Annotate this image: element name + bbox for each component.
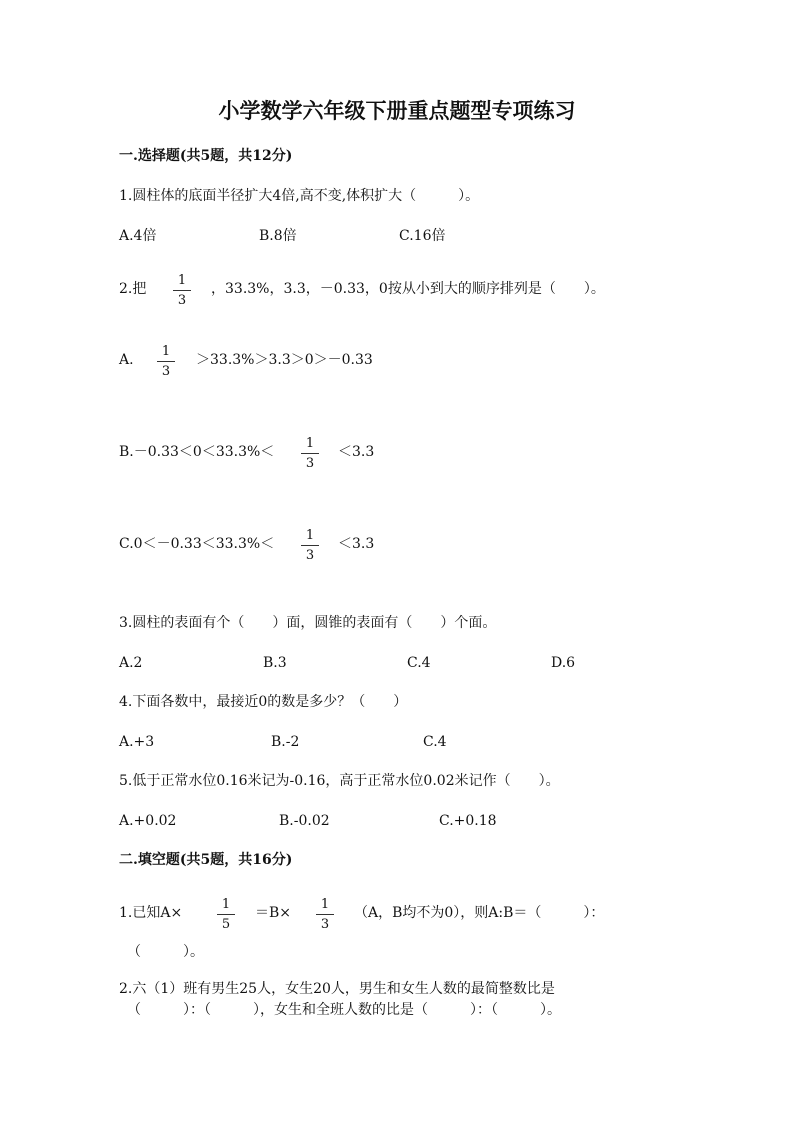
fraction-numerator: 1: [305, 436, 315, 451]
question-5-stem: 5.低于正常水位0.16米记为-0.16，高于正常水位0.02米记作（ ）。: [119, 773, 560, 789]
question-2-option-c-fraction: [301, 529, 319, 562]
question-2-option-a-label[interactable]: A.: [119, 352, 134, 368]
question-2-option-a-fraction: [157, 345, 175, 378]
fraction-denominator: 3: [305, 548, 315, 563]
fraction-bar: [316, 914, 334, 915]
fraction-denominator: 3: [161, 364, 171, 379]
fraction-bar: [217, 914, 235, 915]
fill-question-1-line2: （ ）。: [127, 944, 204, 960]
question-5-option-b[interactable]: B.-0.02: [279, 813, 330, 829]
question-2-option-b-tail: ＜3.3: [338, 444, 375, 460]
fraction-bar: [173, 290, 191, 291]
question-3-option-a[interactable]: A.2: [119, 655, 143, 671]
question-1-option-a[interactable]: A.4倍: [119, 228, 157, 244]
question-2-fraction: [173, 274, 191, 307]
question-4-stem: 4.下面各数中，最接近0的数是多少？（ ）: [119, 694, 408, 710]
fill-question-1-fraction-1: [217, 898, 235, 931]
page-title: 小学数学六年级下册重点题型专项练习: [218, 98, 576, 123]
question-2-option-a-text: ＞33.3%＞3.3＞0＞－0.33: [196, 352, 373, 368]
fraction-bar: [301, 545, 319, 546]
fill-question-2-line2: （ ）：（ ），女生和全班人数的比是（ ）：（ ）。: [127, 1002, 561, 1018]
fill-question-1-part3: （A，B均不为0），则A:B＝（ ）：: [354, 905, 605, 921]
fraction-bar: [157, 361, 175, 362]
fill-question-1-part2: ＝B×: [255, 905, 292, 921]
question-4-option-b[interactable]: B.-2: [271, 734, 300, 750]
question-2-option-c-tail: ＜3.3: [338, 536, 375, 552]
fill-question-1-part1: 1.已知A×: [119, 905, 183, 921]
fraction-bar: [301, 453, 319, 454]
fill-question-1-fraction-2: [316, 898, 334, 931]
fraction-denominator: 3: [177, 293, 187, 308]
question-1-stem: 1.圆柱体的底面半径扩大4倍,高不变,体积扩大（ ）。: [119, 188, 480, 204]
fraction-numerator: 1: [305, 528, 315, 543]
question-3-option-b[interactable]: B.3: [263, 655, 287, 671]
question-4-option-c[interactable]: C.4: [423, 734, 447, 750]
question-4-option-a[interactable]: A.+3: [119, 734, 155, 750]
question-3-option-c[interactable]: C.4: [407, 655, 431, 671]
section-heading-fill-in: 二.填空题(共5题，共16分): [119, 852, 293, 868]
question-5-option-a[interactable]: A.+0.02: [119, 813, 177, 829]
question-1-option-c[interactable]: C.16倍: [399, 228, 446, 244]
question-2-option-b-text[interactable]: B.－0.33＜0＜33.3%＜: [119, 444, 275, 460]
fraction-denominator: 3: [305, 456, 315, 471]
question-2-option-b-fraction: [301, 437, 319, 470]
question-3-stem: 3.圆柱的表面有个（ ）面，圆锥的表面有（ ）个面。: [119, 615, 497, 631]
fraction-numerator: 1: [221, 897, 231, 912]
fraction-numerator: 1: [320, 897, 330, 912]
question-3-option-d[interactable]: D.6: [551, 655, 576, 671]
question-2-option-c-text[interactable]: C.0＜－0.33＜33.3%＜: [119, 536, 275, 552]
fraction-denominator: 3: [320, 917, 330, 932]
question-5-option-c[interactable]: C.+0.18: [439, 813, 497, 829]
question-1-option-b[interactable]: B.8倍: [259, 228, 297, 244]
fill-question-2-line1: 2.六（1）班有男生25人，女生20人，男生和女生人数的最简整数比是: [119, 981, 555, 997]
question-2-stem-suffix: ，33.3%，3.3，－0.33，0按从小到大的顺序排列是（ ）。: [211, 281, 605, 297]
question-2-stem-prefix: 2.把: [119, 281, 147, 297]
section-heading-choice: 一.选择题(共5题，共12分): [119, 148, 293, 164]
fraction-denominator: 5: [221, 917, 231, 932]
fraction-numerator: 1: [161, 344, 171, 359]
fraction-numerator: 1: [177, 273, 187, 288]
